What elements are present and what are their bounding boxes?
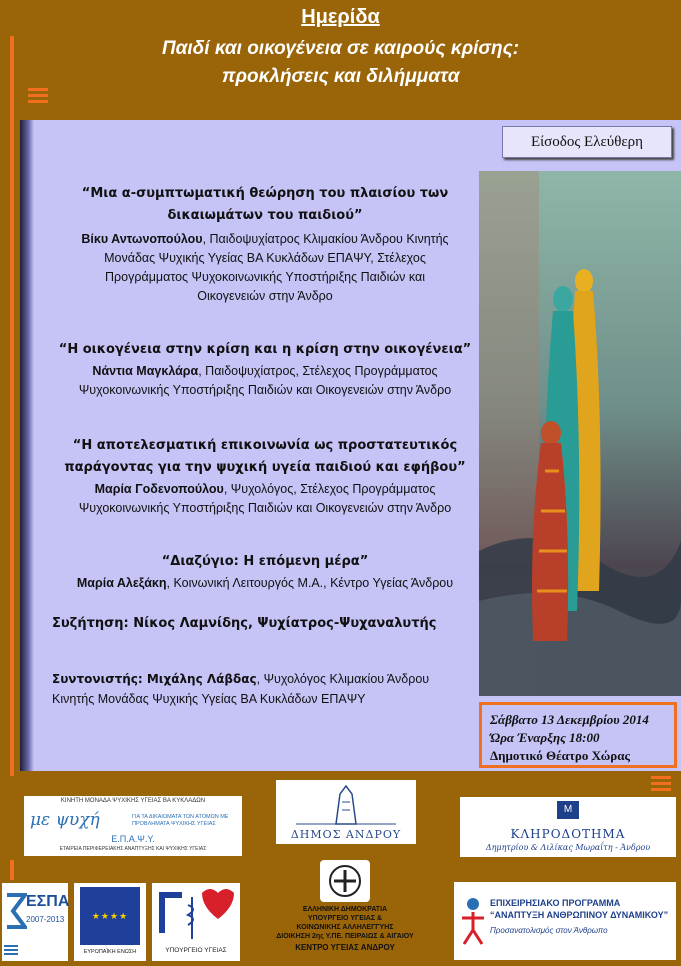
menu-icon [28,88,48,104]
government-block [260,858,430,962]
talk-4-role-line1: , Κοινωνική Λειτουργός Μ.Α., Κέντρο Υγείας Άνδρου [166,576,454,590]
menu-icon-right [651,776,671,792]
talk-1-role-line4: Οικογενειών στην Άνδρο [197,289,333,303]
epapsy-top-text: ΚΙΝΗΤΗ ΜΟΝΑΔΑ ΨΥΧΙΚΗΣ ΥΓΕΙΑΣ ΒΑ ΚΥΚΛΑΔΩΝ [60,798,206,804]
talk-4-speaker [30,574,500,593]
ministry-health-label: ΥΠΟΥΡΓΕΙΟ ΥΓΕΙΑΣ [165,947,227,954]
klirodotima-label: ΚΛΗΡΟΔΟΤΗΜΑ [510,827,626,841]
talk-2-speaker [30,362,500,381]
op-line3: Προσανατολισμός στον Άνθρωπο [490,926,608,935]
epapsy-name: Ε.Π.Α.Ψ.Υ. [111,834,155,844]
health-symbol-icon [152,883,240,943]
dimos-androu-logo [276,780,416,844]
epapsy-bottom-text: ΕΤΑΙΡΕΙΑ ΠΕΡΙΦΕΡΕΙΑΚΗΣ ΑΝΑΠΤΥΞΗΣ ΚΑΙ ΨΥΧΙΚΗΣ ΥΓΕΙΑΣ [59,846,207,852]
talk-3-role-line1: , Ψυχολόγος, Στέλεχος Προγράμματος [223,482,436,496]
flag-icon: M [557,801,579,819]
free-entrance-label: Είσοδος Ελεύθερη [502,126,672,158]
talk-1-speaker [30,230,500,249]
talk-1-role-line3: Προγράμματος Ψυχοκοινωνικής Υποστήριξης Παιδιών και [105,270,425,284]
event-title-line2: προκλήσεις και διλήμματα [222,66,460,87]
operational-programme-logo [454,882,676,960]
greek-emblem-icon [320,860,370,902]
tower-icon [276,780,416,828]
talk-4-speaker-name: Μαρία Αλεξάκη [76,576,167,590]
talk-2-role-line2: Ψυχοκοινωνικής Υποστήριξης Παιδιών και Οικογενειών στην Άνδρο [78,383,452,397]
talk-1-title-line2: δικαιωμάτων του παιδιού” [167,208,363,223]
op-line2: “ΑΝΑΠΤΥΞΗ ΑΝΘΡΩΠΙΝΟΥ ΔΥΝΑΜΙΚΟΥ” [490,910,669,920]
moderator-role-line2: Κινητής Μονάδας Ψυχικής Υγείας ΒΑ Κυκλάδων ΕΠΑΨΥ [52,692,366,706]
op-line1: ΕΠΙΧΕΙΡΗΣΙΑΚΟ ΠΡΟΓΡΑΜΜΑ [490,898,621,908]
gov-line2: ΥΠΟΥΡΓΕΙΟ ΥΓΕΙΑΣ & [307,915,383,922]
moderator [52,670,429,689]
gov-line5: ΚΕΝΤΡΟ ΥΓΕΙΑΣ ΑΝΔΡΟΥ [295,943,395,952]
epapsy-tagline: ΓΙΑ ΤΑ ΔΙΚΑΙΩΜΑΤΑ ΤΩΝ ΑΤΟΜΩΝ ΜΕ ΠΡΟΒΛΗΜΑΤΑ ΨΥΧΙΚΗΣ ΥΓΕΙΑΣ [132,814,229,827]
epapsy-script: με ψυχή [30,810,100,830]
talk-1-role-line2: Μονάδας Ψυχικής Υγείας ΒΑ Κυκλάδων ΕΠΑΨΥ, Στέλεχος [104,251,426,265]
left-orange-bar-bottom [10,860,14,880]
talk-2-role-line1: , Παιδοψυχίατρος, Στέλεχος Προγράμματος [198,364,438,378]
gov-line3: ΚΟΙΝΩΝΙΚΗΣ ΑΛΛΗΛΕΓΓΥΗΣ [296,924,394,931]
talk-2-speaker-name: Νάντια Μαγκλάρα [92,364,199,378]
event-date: Σάββατο 13 Δεκεμβρίου 2014 [490,712,649,727]
eu-logo [74,883,146,961]
painting-image [479,171,681,696]
gov-line1: ΕΛΛΗΝΙΚΗ ΔΗΜΟΚΡΑΤΙΑ [302,906,388,913]
event-details-box [479,702,677,768]
eu-label: ΕΥΡΩΠΑΪΚΗ ΕΝΩΣΗ [83,949,137,955]
dimos-label: ΔΗΜΟΣ ΑΝΔΡΟΥ [290,828,402,841]
moderator-name: Συντονιστής: Μιχάλης Λάβδας [52,672,257,686]
talk-4-title: “Διαζύγιο: Η επόμενη μέρα” [161,554,369,569]
eu-flag-icon: ★★★★ [80,887,140,945]
talk-3-title-line1: “Η αποτελεσματική επικοινωνία ως προστατευτικός [72,438,458,453]
talk-3-role-line2: Ψυχοκοινωνικής Υποστήριξης Παιδιών και Οικογενειών στην Άνδρο [78,501,452,515]
talk-2-title: “Η οικογένεια στην κρίση και η κρίση στην οικογένεια” [58,342,472,357]
talk-3-speaker-name: Μαρία Γοδενοπούλου [94,482,224,496]
talk-3-speaker [30,480,500,499]
human-figure-icon [458,896,488,946]
talk-1-title-line1: “Μια α-συμπτωματική θεώρηση του πλαισίου των [81,186,449,201]
greece-flag-icon [4,945,18,955]
klirodotima-sub: Δημητρίου & Λιλίκας Μωραΐτη - Άνδρου [485,843,651,852]
espa-logo [2,883,68,961]
event-start-time: Ώρα Έναρξης 18:00 [490,730,600,745]
espa-label: ΕΣΠΑ [26,893,70,910]
epapsy-logo [24,796,242,856]
klirodotima-logo [460,797,676,857]
talk-1-role-line1: , Παιδοψυχίατρος Κλιμακίου Άνδρου Κινητής [202,232,449,246]
event-type-title: Ημερίδα [301,6,380,28]
talk-1-speaker-name: Βίκυ Αντωνοπούλου [81,232,203,246]
event-title-line1: Παιδί και οικογένεια σε καιρούς κρίσης: [161,38,520,59]
ministry-health-logo [152,883,240,961]
discussion: Συζήτηση: Νίκος Λαμνίδης, Ψυχίατρος-Ψυχαναλυτής [52,616,437,631]
talk-3-title-line2: παράγοντας για την ψυχική υγεία παιδιού και εφήβου” [64,460,466,475]
espa-years: 2007-2013 [26,915,65,924]
moderator-role-line1: , Ψυχολόγος Κλιμακίου Άνδρου [256,672,430,686]
event-venue: Δημοτικό Θέατρο Χώρας [490,748,630,763]
gov-line4: ΔΙΟΙΚΗΣΗ 2ης Υ.ΠΕ. ΠΕΙΡΑΙΩΣ & ΑΙΓΑΙΟΥ [276,933,414,940]
left-orange-bar [10,36,14,776]
espa-mark-icon [5,891,27,931]
